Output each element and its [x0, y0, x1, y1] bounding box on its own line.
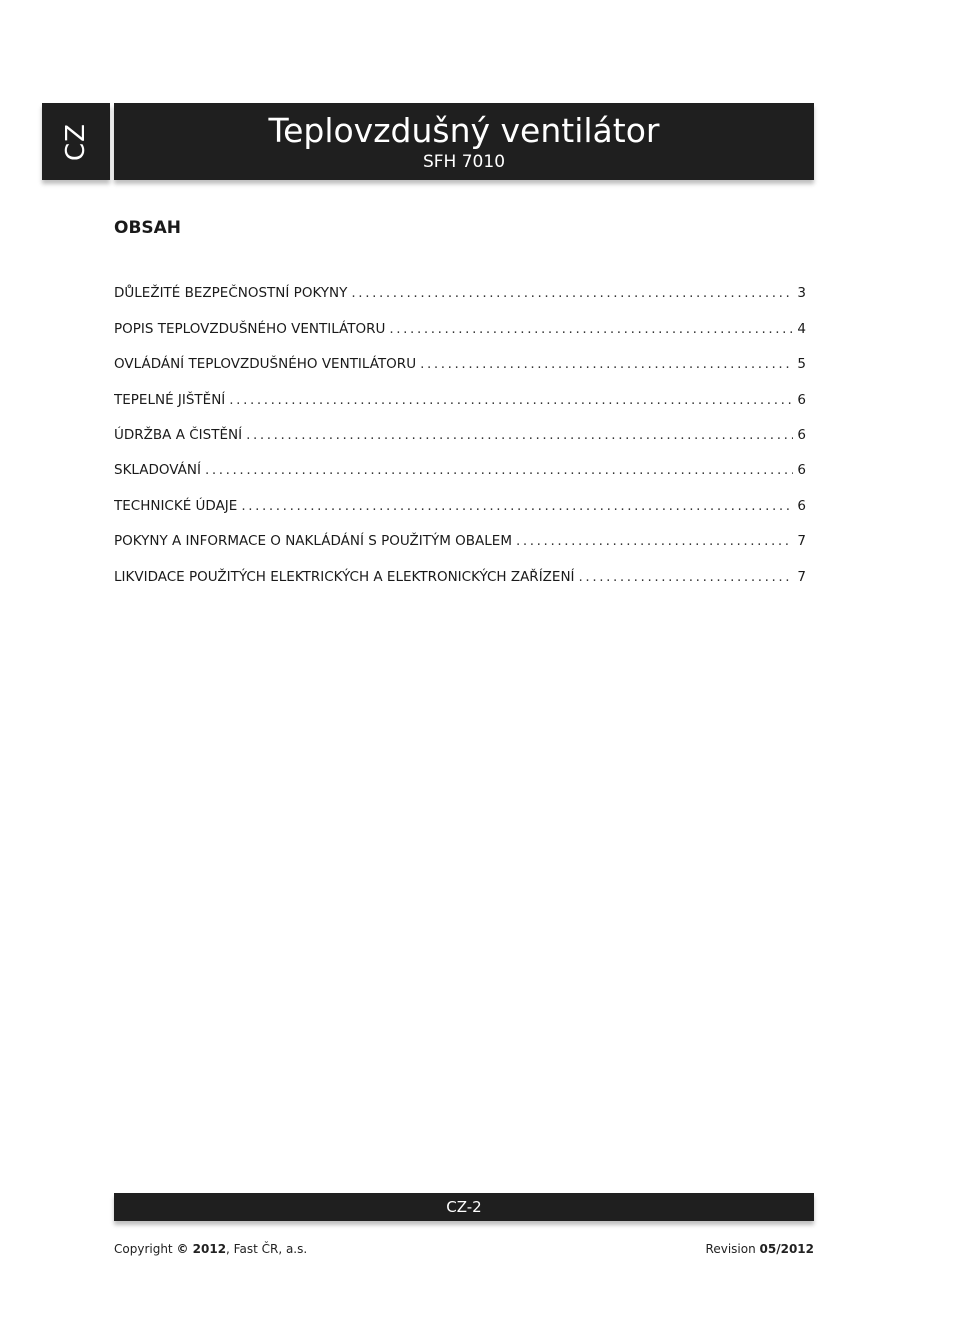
language-label: CZ [61, 122, 91, 161]
toc-entry[interactable] [114, 266, 806, 301]
toc-entry-label: DŮLEŽITÉ BEZPEČNOSTNÍ POKYNY [114, 285, 348, 302]
toc-entry[interactable] [114, 372, 806, 407]
toc-entry-page: 7 [797, 568, 806, 585]
copyright-owner: , Fast ČR, a.s. [226, 1242, 308, 1256]
toc-entry-page: 3 [797, 285, 806, 302]
toc-entry[interactable] [114, 408, 806, 443]
toc-entry[interactable] [114, 443, 806, 478]
toc-entry[interactable] [114, 549, 806, 584]
toc-entry-label: OVLÁDÁNÍ TEPLOVZDUŠNÉHO VENTILÁTORU [114, 356, 417, 373]
copyright-year: © 2012 [176, 1242, 227, 1256]
toc-entry-page: 5 [797, 356, 806, 373]
toc-entry[interactable] [114, 301, 806, 336]
dot-leader [389, 321, 793, 337]
toc-entry-label: POKYNY A INFORMACE O NAKLÁDÁNÍ S POUŽITÝM OBALEM [114, 533, 512, 550]
language-tab [42, 103, 110, 180]
revision-prefix: Revision [705, 1242, 756, 1256]
table-of-contents [114, 266, 806, 585]
revision-notice [706, 1242, 814, 1256]
dot-leader [351, 285, 793, 301]
dot-leader [516, 533, 793, 549]
title-bar [114, 103, 814, 180]
toc-entry-page: 4 [797, 320, 806, 337]
dot-leader [420, 356, 793, 372]
dot-leader [579, 569, 794, 585]
dot-leader [241, 498, 793, 514]
toc-entry-page: 6 [797, 426, 806, 443]
copyright-prefix: Copyright [114, 1242, 173, 1256]
toc-entry-label: POPIS TEPLOVZDUŠNÉHO VENTILÁTORU [114, 320, 386, 337]
model-number: SFH 7010 [422, 152, 506, 172]
toc-heading: OBSAH [114, 218, 182, 238]
copyright-notice [114, 1242, 307, 1256]
toc-entry-label: TEPELNÉ JIŠTĚNÍ [114, 391, 226, 408]
dot-leader [205, 462, 793, 478]
toc-entry[interactable] [114, 514, 806, 549]
dot-leader [246, 427, 793, 443]
toc-entry-label: LIKVIDACE POUŽITÝCH ELEKTRICKÝCH A ELEKTRONICKÝCH ZAŘÍZENÍ [114, 568, 575, 585]
page-number-bar [114, 1193, 814, 1221]
toc-entry-page: 6 [797, 462, 806, 479]
toc-entry-page: 6 [797, 391, 806, 408]
toc-entry[interactable] [114, 337, 806, 372]
page-number: CZ-2 [446, 1198, 482, 1216]
toc-entry[interactable] [114, 478, 806, 513]
dot-leader [229, 392, 793, 408]
toc-entry-label: TECHNICKÉ ÚDAJE [114, 497, 238, 514]
toc-entry-page: 6 [797, 497, 806, 514]
toc-entry-page: 7 [797, 533, 806, 550]
revision-value: 05/2012 [759, 1242, 814, 1256]
toc-entry-label: SKLADOVÁNÍ [114, 462, 201, 479]
document-title: Teplovzdušný ventilátor [268, 111, 660, 150]
toc-entry-label: ÚDRŽBA A ČISTĚNÍ [114, 426, 243, 443]
